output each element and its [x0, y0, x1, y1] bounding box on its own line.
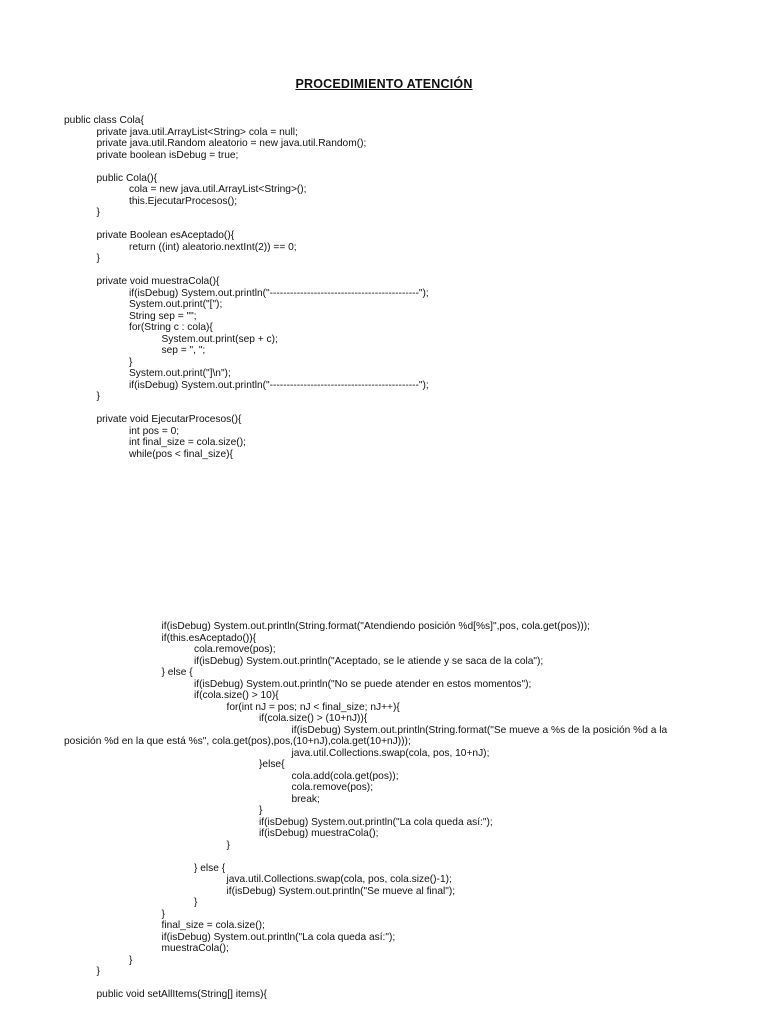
code-line: } [96, 391, 100, 402]
code-block-bottom [0, 621, 704, 1001]
code-line: java.util.Collections.swap(cola, pos, 10+nJ); [291, 747, 490, 759]
code-line: int pos = 0; [129, 425, 180, 437]
code-line: cola = new java.util.ArrayList<String>(); [129, 184, 307, 195]
code-line: return ((int) aleatorio.nextInt(2)) == 0; [129, 241, 297, 253]
code-line: private void muestraCola(){ [96, 276, 220, 287]
code-line: } [96, 253, 100, 264]
code-line: if(this.esAceptado()){ [161, 632, 257, 644]
code-line: this.EjecutarProcesos(); [129, 195, 238, 207]
code-line: if(isDebug) System.out.println(String.format("Atendiendo posición %d[%s]",pos, cola.get(pos))); [161, 621, 591, 632]
code-line: if(isDebug) System.out.println("La cola queda así:"); [161, 931, 396, 943]
code-line: if(isDebug) System.out.println("Se mueve al final"); [226, 885, 456, 897]
code-line: if(isDebug) System.out.println("Aceptado, se le atiende y se saca de la cola"); [194, 655, 544, 667]
code-line: if(cola.size() > (10+nJ)){ [259, 713, 368, 724]
code-line: if(isDebug) System.out.println("La cola queda así:"); [259, 816, 493, 828]
code-line: final_size = cola.size(); [161, 920, 265, 931]
code-line: }else{ [259, 759, 285, 770]
code-line: String sep = ""; [129, 310, 197, 322]
code-line: } else { [194, 862, 226, 874]
code-line: private java.util.Random aleatorio = new java.util.Random(); [96, 138, 367, 149]
code-line: public class Cola{ [64, 115, 144, 126]
code-line: } [129, 356, 133, 368]
code-line: } [161, 908, 165, 920]
code-line: if(isDebug) System.out.println("--------------------------------------------"); [129, 287, 429, 299]
code-line: } [226, 839, 230, 851]
code-line: cola.remove(pos); [291, 782, 374, 793]
code-line: private Boolean esAceptado(){ [96, 230, 235, 241]
code-line: private void EjecutarProcesos(){ [96, 414, 242, 425]
code-line [0, 219, 429, 231]
code-block-top [0, 115, 429, 460]
code-line: private java.util.ArrayList<String> cola = null; [96, 126, 298, 138]
code-line [0, 265, 429, 277]
code-line: if(isDebug) System.out.println("No se puede atender en estos momentos"); [194, 678, 532, 690]
code-line: public Cola(){ [96, 172, 158, 184]
code-line: private boolean isDebug = true; [96, 149, 239, 161]
code-line: } else { [161, 667, 193, 678]
code-line: System.out.print("]\n"); [129, 368, 231, 379]
code-line: java.util.Collections.swap(cola, pos, cola.size()-1); [226, 874, 452, 885]
code-line: for(String c : cola){ [129, 322, 213, 333]
code-line: } [96, 966, 100, 977]
code-line: cola.add(cola.get(pos)); [291, 770, 399, 782]
code-line: if(isDebug) muestraCola(); [259, 828, 379, 839]
code-line: public void setAllItems(String[] items){ [96, 989, 267, 1000]
code-line: if(isDebug) System.out.println("--------------------------------------------"); [129, 379, 429, 391]
code-line: } [96, 207, 100, 218]
code-line: } [129, 954, 133, 966]
code-line: } [194, 897, 198, 908]
code-line [0, 403, 429, 415]
code-line: System.out.print("["); [129, 299, 223, 310]
code-line [0, 851, 704, 863]
code-line [0, 978, 704, 990]
code-line: System.out.print(sep + c); [161, 333, 278, 345]
code-line: for(int nJ = pos; nJ < final_size; nJ++){ [226, 701, 400, 713]
code-line: if(cola.size() > 10){ [194, 690, 279, 701]
code-line: } [259, 805, 263, 816]
code-line: cola.remove(pos); [194, 644, 276, 655]
code-line: int final_size = cola.size(); [129, 437, 246, 448]
code-line: break; [291, 793, 320, 805]
code-line: if(isDebug) System.out.println(String.format("Se mueve a %s de la posición %d a la posición %d en la que está %s", cola.get(pos),pos,(10+nJ),cola.get(10+nJ))); [64, 724, 668, 747]
code-line: muestraCola(); [161, 943, 229, 954]
code-line: while(pos < final_size){ [129, 448, 233, 460]
page-title: PROCEDIMIENTO ATENCIÓN [295, 77, 473, 91]
code-line [0, 161, 429, 173]
code-line: sep = ", "; [161, 345, 206, 356]
